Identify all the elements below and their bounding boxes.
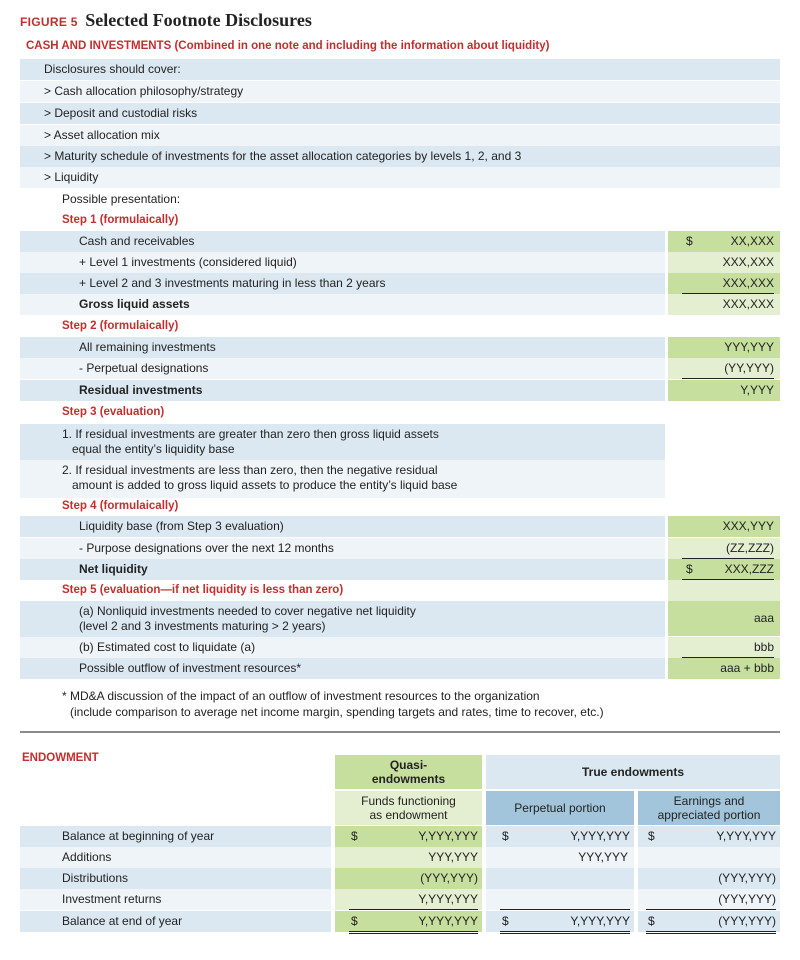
row-value: Y,YYY [740, 383, 774, 397]
step5-row [20, 637, 665, 658]
row-value: XXX,XXX [722, 297, 774, 311]
endow-cell-c1 [335, 826, 482, 847]
step1-row [20, 252, 665, 273]
dollar-sign: $ [502, 829, 509, 843]
possible-row [20, 189, 660, 210]
row-label: Residual investments [79, 383, 203, 397]
figure-title [20, 10, 312, 36]
dollar-sign: $ [351, 829, 358, 843]
bullet-text: > Asset allocation mix [44, 128, 160, 142]
bullet-text: > Cash allocation philosophy/strategy [44, 84, 244, 98]
row-value: (ZZ,ZZZ) [726, 541, 774, 555]
bullet-text: > Deposit and custodial risks [44, 106, 198, 120]
row-value: XX,XXX [730, 234, 774, 248]
earnings-subheader: Earnings and appreciated portion [638, 791, 780, 825]
row-value: XXX,ZZZ [724, 562, 774, 576]
row-label: All remaining investments [79, 340, 216, 354]
step2-value-cell [668, 337, 780, 358]
row-value: XXX,XXX [722, 276, 774, 290]
cell-value: (YYY,YYY) [718, 914, 776, 928]
true-header: True endowments [486, 755, 780, 789]
item-line: amount is added to gross liquid assets to produce the entity’s liquid base [72, 478, 458, 492]
dollar-sign: $ [686, 562, 693, 576]
cell-value: (YYY,YYY) [718, 892, 776, 906]
figure-label: FIGURE 5 [20, 15, 78, 29]
row-label: Net liquidity [79, 562, 148, 576]
step3-item [20, 424, 665, 462]
row-value: (YY,YYY) [724, 361, 774, 375]
cell-value: YYY,YYY [578, 850, 628, 864]
step1-row [20, 231, 665, 252]
row-value: aaa [753, 611, 774, 625]
endow-cell-c2 [486, 868, 634, 889]
cell-value: (YYY,YYY) [420, 871, 478, 885]
item-line: equal the entity’s liquidity base [72, 442, 235, 456]
footnote-line: (include comparison to average net income margin, spending targets and rates, time to recover, etc.) [70, 705, 604, 719]
step1-row [20, 294, 665, 315]
step4-row [20, 538, 665, 559]
dollar-sign: $ [502, 914, 509, 928]
row-label: Possible outflow of investment resources* [79, 661, 302, 675]
endow-row-label: Balance at beginning of year [62, 829, 215, 843]
bullet-row [20, 103, 780, 124]
row-value: bbb [753, 640, 774, 654]
step1-value-cell [668, 252, 780, 273]
step2-row [20, 337, 665, 358]
step2-title-text: Step 2 (formulaically) [62, 320, 179, 332]
dollar-sign: $ [351, 914, 358, 928]
step2-row [20, 358, 665, 379]
dollar-sign: $ [686, 234, 693, 248]
row-label: Cash and receivables [79, 234, 195, 248]
step1-title-text: Step 1 (formulaically) [62, 214, 179, 226]
step4-value-cell [668, 559, 780, 580]
step2-row [20, 380, 665, 401]
footnote [62, 688, 604, 720]
endow-cell-c1 [335, 868, 482, 889]
endow-cell-c3 [638, 911, 780, 932]
endow-row-label: Additions [62, 850, 112, 864]
cell-value: Y,YYY,YYY [418, 892, 478, 906]
step5-value-cell [668, 658, 780, 679]
endow-row-label: Distributions [62, 871, 129, 885]
funds-subheader: Funds functioning as endowment [335, 791, 482, 825]
step3-title-text: Step 3 (evaluation) [62, 406, 165, 418]
dollar-sign: $ [648, 914, 655, 928]
cell-value: Y,YYY,YYY [570, 829, 630, 843]
step4-value-cell [668, 516, 780, 537]
row-label: - Purpose designations over the next 12 months [79, 541, 334, 555]
step4-row [20, 559, 665, 580]
endow-cell-c2 [486, 847, 634, 868]
cell-value: Y,YYY,YYY [418, 829, 478, 843]
intro-text: Disclosures should cover: [44, 62, 181, 76]
perpetual-subheader: Perpetual portion [486, 791, 634, 825]
endow-row-label: Investment returns [62, 892, 162, 906]
step5-value-cell [668, 601, 780, 636]
step5-title [20, 580, 665, 601]
endow-cell-c3 [638, 889, 780, 910]
dollar-sign: $ [648, 829, 655, 843]
item-line: 1. If residual investments are greater than zero then gross liquid assets [62, 427, 439, 441]
endow-cell-c1 [335, 847, 482, 868]
step3-title [20, 402, 164, 423]
step5-value-cell [668, 580, 780, 601]
section-divider [20, 731, 780, 733]
endow-cell-c3 [638, 868, 780, 889]
step1-title [20, 210, 178, 231]
endow-cell-c1 [335, 889, 482, 910]
cell-value: YYY,YYY [428, 850, 478, 864]
row-value: XXX,XXX [722, 255, 774, 269]
endow-cell-c3 [638, 826, 780, 847]
endow-cell-c2 [486, 911, 634, 932]
bullet-row [20, 146, 780, 167]
step1-value-cell [668, 294, 780, 315]
endow-row-label: Balance at end of year [62, 914, 183, 928]
endow-cell-c3 [638, 847, 780, 868]
cash-heading: CASH AND INVESTMENTS (Combined in one note and including the information about liquidity) [26, 40, 550, 52]
step2-title [20, 316, 178, 337]
step4-title [20, 496, 178, 517]
step5-value-cell [668, 637, 780, 658]
bullet-row [20, 125, 780, 146]
cell-value: (YYY,YYY) [718, 871, 776, 885]
cell-value: Y,YYY,YYY [716, 829, 776, 843]
row-label: + Level 1 investments (considered liquid) [79, 255, 297, 269]
endowment-heading: ENDOWMENT [22, 752, 99, 764]
row-label: - Perpetual designations [79, 361, 209, 375]
step1-value-cell [668, 231, 780, 252]
row-label: (b) Estimated cost to liquidate (a) [79, 640, 256, 654]
step4-row [20, 516, 665, 537]
row-value: XXX,YYY [722, 519, 774, 533]
row-line: (level 2 and 3 investments maturing > 2 years) [79, 619, 326, 633]
row-line: (a) Nonliquid investments needed to cover negative net liquidity [79, 604, 416, 618]
endow-cell-c1 [335, 911, 482, 932]
step4-title-text: Step 4 (formulaically) [62, 500, 179, 512]
row-label: + Level 2 and 3 investments maturing in less than 2 years [79, 276, 386, 290]
step1-row [20, 273, 665, 294]
row-label: Liquidity base (from Step 3 evaluation) [79, 519, 284, 533]
row-value: aaa + bbb [720, 661, 774, 675]
bullet-text: > Maturity schedule of investments for the asset allocation categories by levels 1, 2, and 3 [44, 149, 522, 163]
endow-cell-c2 [486, 826, 634, 847]
bullet-row [20, 167, 780, 188]
quasi-header: Quasi- endowments [335, 755, 482, 789]
cell-value: Y,YYY,YYY [570, 914, 630, 928]
cell-value: Y,YYY,YYY [418, 914, 478, 928]
footnote-line: * MD&A discussion of the impact of an outflow of investment resources to the organization [62, 689, 540, 703]
bullet-row [20, 81, 780, 102]
step2-value-cell [668, 358, 780, 379]
row-label: Gross liquid assets [79, 297, 190, 311]
figure-heading: Selected Footnote Disclosures [85, 10, 312, 30]
step5-row [20, 658, 665, 679]
bullet-text: > Liquidity [44, 170, 99, 184]
item-line: 2. If residual investments are less than zero, then the negative residual [62, 463, 438, 477]
row-value: YYY,YYY [724, 340, 774, 354]
step2-value-cell [668, 380, 780, 401]
step5-row [20, 601, 665, 639]
possible-text: Possible presentation: [62, 192, 181, 206]
endow-cell-c2 [486, 889, 634, 910]
step3-item [20, 460, 665, 498]
step5-title-text: Step 5 (evaluation—if net liquidity is less than zero) [62, 584, 344, 596]
step1-value-cell [668, 273, 780, 294]
intro-row [20, 59, 780, 80]
step4-value-cell [668, 538, 780, 559]
